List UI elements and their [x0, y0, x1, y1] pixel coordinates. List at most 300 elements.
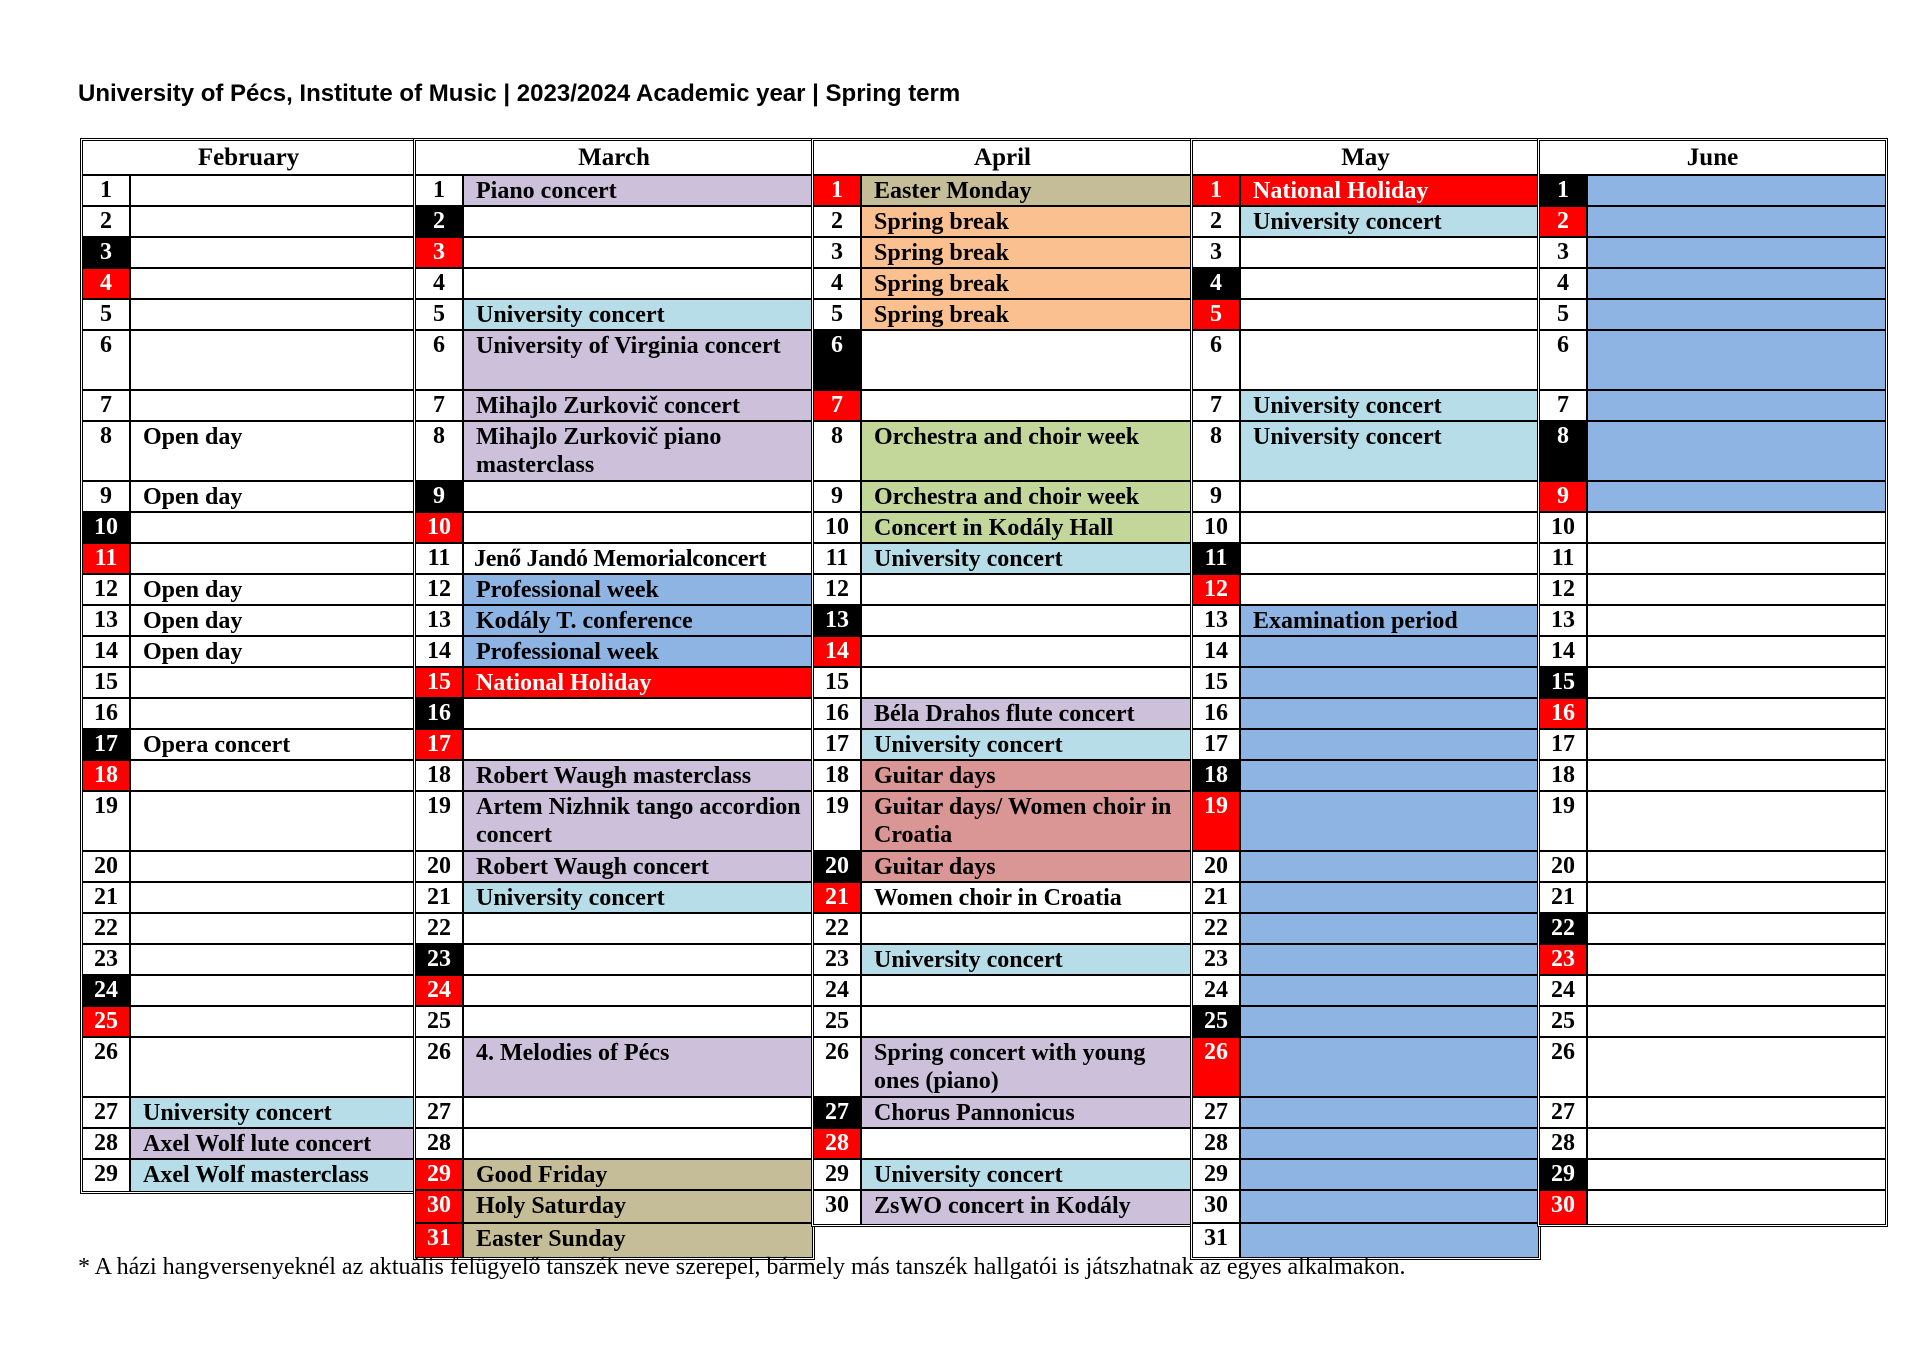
day-number: 23 [814, 945, 862, 974]
day-number: 2 [83, 207, 131, 236]
day-number: 2 [1540, 207, 1588, 236]
day-event: Professional week [464, 637, 812, 666]
day-row [1193, 945, 1538, 976]
day-row [416, 1191, 812, 1224]
month-header: March [416, 141, 812, 176]
day-row [1193, 391, 1538, 422]
day-row [416, 391, 812, 422]
day-event [1241, 1129, 1538, 1158]
day-number: 21 [83, 883, 131, 912]
day-event [1241, 1038, 1538, 1096]
day-event [131, 699, 414, 728]
day-number: 29 [1540, 1160, 1588, 1189]
day-event [1588, 792, 1885, 850]
day-row [83, 883, 414, 914]
day-event: Robert Waugh masterclass [464, 761, 812, 790]
day-event: Chorus Pannonicus [862, 1098, 1191, 1127]
day-row [416, 331, 812, 391]
day-event [1588, 606, 1885, 635]
day-row [83, 668, 414, 699]
day-number: 3 [83, 238, 131, 267]
day-number: 28 [416, 1129, 464, 1158]
day-row [1193, 269, 1538, 300]
day-row [814, 331, 1191, 391]
day-row [83, 852, 414, 883]
day-number: 5 [814, 300, 862, 329]
day-event [1241, 668, 1538, 697]
day-row [416, 544, 812, 575]
day-event: Axel Wolf lute concert [131, 1129, 414, 1158]
day-row [83, 575, 414, 606]
day-number: 28 [83, 1129, 131, 1158]
day-number: 27 [83, 1098, 131, 1127]
day-event [1241, 575, 1538, 604]
day-row [814, 391, 1191, 422]
day-number: 11 [416, 544, 464, 573]
day-event [1588, 513, 1885, 542]
day-row [814, 544, 1191, 575]
day-number: 7 [814, 391, 862, 420]
day-row [1540, 945, 1885, 976]
day-event: National Holiday [1241, 176, 1538, 205]
day-number: 23 [1540, 945, 1588, 974]
day-row [1193, 1007, 1538, 1038]
day-number: 25 [416, 1007, 464, 1036]
day-number: 14 [814, 637, 862, 666]
day-event: 4. Melodies of Pécs [464, 1038, 812, 1096]
day-row [1540, 544, 1885, 575]
day-event [1241, 761, 1538, 790]
day-event: ZsWO concert in Kodály [862, 1191, 1191, 1224]
day-number: 22 [1540, 914, 1588, 943]
day-row [416, 1098, 812, 1129]
day-event: University concert [1241, 207, 1538, 236]
day-event [1241, 331, 1538, 389]
day-event: Spring break [862, 238, 1191, 267]
day-number: 13 [814, 606, 862, 635]
day-row [1193, 699, 1538, 730]
day-number: 6 [814, 331, 862, 389]
day-event [131, 668, 414, 697]
day-event [1588, 238, 1885, 267]
day-event [1588, 544, 1885, 573]
day-event: Jenő Jandó Memorialconcert [474, 546, 767, 572]
day-number: 20 [814, 852, 862, 881]
day-number: 20 [83, 852, 131, 881]
day-row [1193, 513, 1538, 544]
day-number: 6 [1193, 331, 1241, 389]
day-row [83, 513, 414, 544]
day-event [1588, 761, 1885, 790]
day-event [131, 391, 414, 420]
day-number: 25 [814, 1007, 862, 1036]
day-number: 22 [83, 914, 131, 943]
day-row [416, 1007, 812, 1038]
day-event [1241, 1191, 1538, 1222]
day-row [416, 761, 812, 792]
day-number: 11 [1540, 544, 1588, 573]
day-number: 6 [1540, 331, 1588, 389]
day-event [1588, 1129, 1885, 1158]
day-event [1588, 883, 1885, 912]
day-number: 12 [83, 575, 131, 604]
day-number: 10 [1193, 513, 1241, 542]
day-number: 28 [1193, 1129, 1241, 1158]
day-number: 4 [1193, 269, 1241, 298]
day-event: Open day [143, 577, 243, 603]
day-event [131, 331, 414, 389]
day-row [1540, 482, 1885, 513]
day-event [1241, 1224, 1538, 1257]
day-number: 17 [1193, 730, 1241, 759]
day-row [1540, 1007, 1885, 1038]
day-number: 7 [83, 391, 131, 420]
day-number: 31 [416, 1224, 464, 1257]
day-row [814, 792, 1191, 852]
month-march [413, 138, 815, 1260]
day-number: 17 [1540, 730, 1588, 759]
day-row [1540, 575, 1885, 606]
day-row [416, 207, 812, 238]
day-row [814, 976, 1191, 1007]
day-row [83, 761, 414, 792]
day-number: 26 [1193, 1038, 1241, 1096]
day-number: 22 [1193, 914, 1241, 943]
day-number: 30 [1540, 1191, 1588, 1224]
day-event: University concert [1241, 391, 1538, 420]
day-number: 16 [1193, 699, 1241, 728]
day-row [814, 914, 1191, 945]
day-row [83, 976, 414, 1007]
day-row [83, 1098, 414, 1129]
day-event: Robert Waugh concert [464, 852, 812, 881]
day-row [1193, 606, 1538, 637]
day-number: 8 [83, 422, 131, 480]
day-number: 24 [814, 976, 862, 1005]
day-number: 4 [416, 269, 464, 298]
day-row [83, 300, 414, 331]
day-row [83, 269, 414, 300]
day-event: Spring break [862, 207, 1191, 236]
day-event [131, 176, 414, 205]
day-row [83, 238, 414, 269]
day-event: University concert [862, 730, 1191, 759]
day-number: 18 [814, 761, 862, 790]
day-row [814, 945, 1191, 976]
day-event [862, 391, 1191, 420]
day-event [464, 914, 812, 943]
day-row [83, 391, 414, 422]
day-row [814, 883, 1191, 914]
day-number: 25 [83, 1007, 131, 1036]
day-number: 2 [416, 207, 464, 236]
day-event: Open day [143, 424, 243, 450]
day-number: 15 [1540, 668, 1588, 697]
day-row [1193, 1224, 1538, 1257]
day-row [416, 1160, 812, 1191]
day-event [131, 761, 414, 790]
day-event [464, 238, 812, 267]
day-event: Spring break [862, 269, 1191, 298]
day-event [1588, 176, 1885, 205]
day-event [1588, 699, 1885, 728]
day-row [814, 422, 1191, 482]
day-number: 1 [814, 176, 862, 205]
day-row [83, 792, 414, 852]
month-header: April [814, 141, 1191, 176]
day-row [83, 1129, 414, 1160]
day-number: 19 [416, 792, 464, 850]
day-number: 4 [1540, 269, 1588, 298]
day-event: Spring concert with young ones (piano) [862, 1038, 1191, 1096]
day-row [416, 606, 812, 637]
day-event: Women choir in Croatia [874, 885, 1122, 911]
day-number: 29 [416, 1160, 464, 1189]
day-number: 4 [814, 269, 862, 298]
day-number: 5 [83, 300, 131, 329]
day-event: Axel Wolf masterclass [131, 1160, 414, 1191]
day-event: Open day [143, 639, 243, 665]
day-number: 13 [83, 606, 131, 635]
day-row [416, 1224, 812, 1257]
day-number: 9 [1193, 482, 1241, 511]
page-title: University of Pécs, Institute of Music | 2023/2024 Academic year | Spring term [78, 80, 961, 107]
day-number: 11 [83, 544, 131, 573]
day-event [1588, 331, 1885, 389]
day-row [1193, 1160, 1538, 1191]
day-event: Guitar days/ Women choir in Croatia [862, 792, 1191, 850]
day-number: 1 [1193, 176, 1241, 205]
day-number: 21 [416, 883, 464, 912]
day-event: University of Virginia concert [464, 331, 812, 389]
day-number: 8 [416, 422, 464, 480]
day-event [1588, 914, 1885, 943]
day-row [416, 1038, 812, 1098]
day-row [1540, 852, 1885, 883]
day-event [1588, 575, 1885, 604]
day-event [131, 269, 414, 298]
day-event: Orchestra and choir week [862, 422, 1191, 480]
day-row [1193, 1038, 1538, 1098]
day-event [464, 207, 812, 236]
day-row [416, 668, 812, 699]
day-event [464, 730, 812, 759]
day-row [83, 482, 414, 513]
day-number: 12 [416, 575, 464, 604]
day-number: 14 [416, 637, 464, 666]
day-number: 3 [1193, 238, 1241, 267]
day-row [83, 1160, 414, 1191]
day-number: 18 [83, 761, 131, 790]
day-number: 25 [1540, 1007, 1588, 1036]
day-row [1193, 637, 1538, 668]
day-number: 12 [1193, 575, 1241, 604]
day-number: 23 [1193, 945, 1241, 974]
day-event [1241, 883, 1538, 912]
day-event [1588, 482, 1885, 511]
day-number: 4 [83, 269, 131, 298]
day-event [862, 1129, 1191, 1158]
day-number: 24 [416, 976, 464, 1005]
day-number: 19 [1193, 792, 1241, 850]
day-number: 11 [814, 544, 862, 573]
day-number: 12 [1540, 575, 1588, 604]
day-event [1588, 730, 1885, 759]
day-number: 23 [83, 945, 131, 974]
day-number: 10 [416, 513, 464, 542]
day-row [1193, 883, 1538, 914]
day-number: 7 [416, 391, 464, 420]
day-number: 27 [1193, 1098, 1241, 1127]
day-event [1588, 1098, 1885, 1127]
day-row [416, 883, 812, 914]
day-event [862, 637, 1191, 666]
day-row [1540, 300, 1885, 331]
day-row [83, 914, 414, 945]
day-row [416, 852, 812, 883]
day-number: 13 [416, 606, 464, 635]
day-event: Opera concert [143, 732, 291, 758]
day-row [1193, 1098, 1538, 1129]
day-row [83, 945, 414, 976]
day-number: 18 [1540, 761, 1588, 790]
day-number: 17 [83, 730, 131, 759]
day-row [1193, 544, 1538, 575]
day-event [1241, 976, 1538, 1005]
day-number: 25 [1193, 1007, 1241, 1036]
day-row [83, 699, 414, 730]
day-event: Kodály T. conference [464, 606, 812, 635]
day-event [131, 513, 414, 542]
day-event [1588, 976, 1885, 1005]
day-row [416, 730, 812, 761]
day-number: 1 [83, 176, 131, 205]
day-row [814, 761, 1191, 792]
day-row [814, 1160, 1191, 1191]
day-event [464, 269, 812, 298]
day-row [814, 575, 1191, 606]
day-row [814, 637, 1191, 668]
day-row [814, 606, 1191, 637]
day-number: 22 [814, 914, 862, 943]
day-row [1540, 422, 1885, 482]
day-event [131, 544, 414, 573]
day-number: 26 [1540, 1038, 1588, 1096]
day-event [1241, 637, 1538, 666]
day-number: 14 [83, 637, 131, 666]
day-row [814, 1129, 1191, 1160]
day-row [814, 1098, 1191, 1129]
day-number: 24 [1193, 976, 1241, 1005]
day-row [1540, 391, 1885, 422]
day-number: 15 [83, 668, 131, 697]
day-event [1588, 1160, 1885, 1189]
day-event [464, 945, 812, 974]
day-number: 24 [1540, 976, 1588, 1005]
day-event [862, 606, 1191, 635]
day-number: 14 [1540, 637, 1588, 666]
day-number: 27 [814, 1098, 862, 1127]
day-row [416, 945, 812, 976]
day-event [1241, 852, 1538, 881]
day-number: 19 [814, 792, 862, 850]
day-number: 9 [416, 482, 464, 511]
day-event: University concert [464, 883, 812, 912]
day-event [862, 1007, 1191, 1036]
month-header: May [1193, 141, 1538, 176]
day-number: 3 [416, 238, 464, 267]
day-number: 16 [416, 699, 464, 728]
day-row [814, 852, 1191, 883]
day-number: 11 [1193, 544, 1241, 573]
day-number: 21 [1540, 883, 1588, 912]
day-event [1588, 637, 1885, 666]
day-row [416, 238, 812, 269]
day-row [1193, 422, 1538, 482]
day-row [83, 606, 414, 637]
day-number: 16 [1540, 699, 1588, 728]
day-row [1540, 1191, 1885, 1224]
day-event: University concert [862, 544, 1191, 573]
day-row [1540, 238, 1885, 269]
day-event: Open day [143, 608, 243, 634]
day-row [416, 976, 812, 1007]
day-event [862, 976, 1191, 1005]
day-event [1588, 300, 1885, 329]
day-row [83, 637, 414, 668]
day-number: 6 [83, 331, 131, 389]
day-number: 8 [1540, 422, 1588, 480]
day-event [1588, 391, 1885, 420]
day-row [1193, 1191, 1538, 1224]
day-row [1540, 1160, 1885, 1191]
day-event [131, 300, 414, 329]
day-number: 29 [1193, 1160, 1241, 1189]
day-number: 21 [814, 883, 862, 912]
day-event [1588, 852, 1885, 881]
day-number: 16 [83, 699, 131, 728]
day-row [1540, 976, 1885, 1007]
day-number: 29 [814, 1160, 862, 1189]
day-number: 24 [83, 976, 131, 1005]
day-event [1588, 945, 1885, 974]
day-number: 5 [1540, 300, 1588, 329]
day-number: 10 [814, 513, 862, 542]
day-number: 26 [416, 1038, 464, 1096]
month-header: June [1540, 141, 1885, 176]
day-event [131, 1007, 414, 1036]
day-row [416, 300, 812, 331]
day-row [814, 1007, 1191, 1038]
day-number: 13 [1193, 606, 1241, 635]
day-number: 9 [1540, 482, 1588, 511]
day-row [1540, 207, 1885, 238]
day-row [814, 238, 1191, 269]
day-row [416, 637, 812, 668]
day-row [1540, 699, 1885, 730]
day-number: 23 [416, 945, 464, 974]
day-row [1193, 331, 1538, 391]
day-row [1540, 1098, 1885, 1129]
day-row [1540, 331, 1885, 391]
day-number: 1 [416, 176, 464, 205]
day-number: 30 [1193, 1191, 1241, 1222]
day-row [1193, 976, 1538, 1007]
day-event: Artem Nizhnik tango accordion concert [464, 792, 812, 850]
day-event: University concert [862, 945, 1191, 974]
day-event [862, 668, 1191, 697]
day-event: National Holiday [464, 668, 812, 697]
